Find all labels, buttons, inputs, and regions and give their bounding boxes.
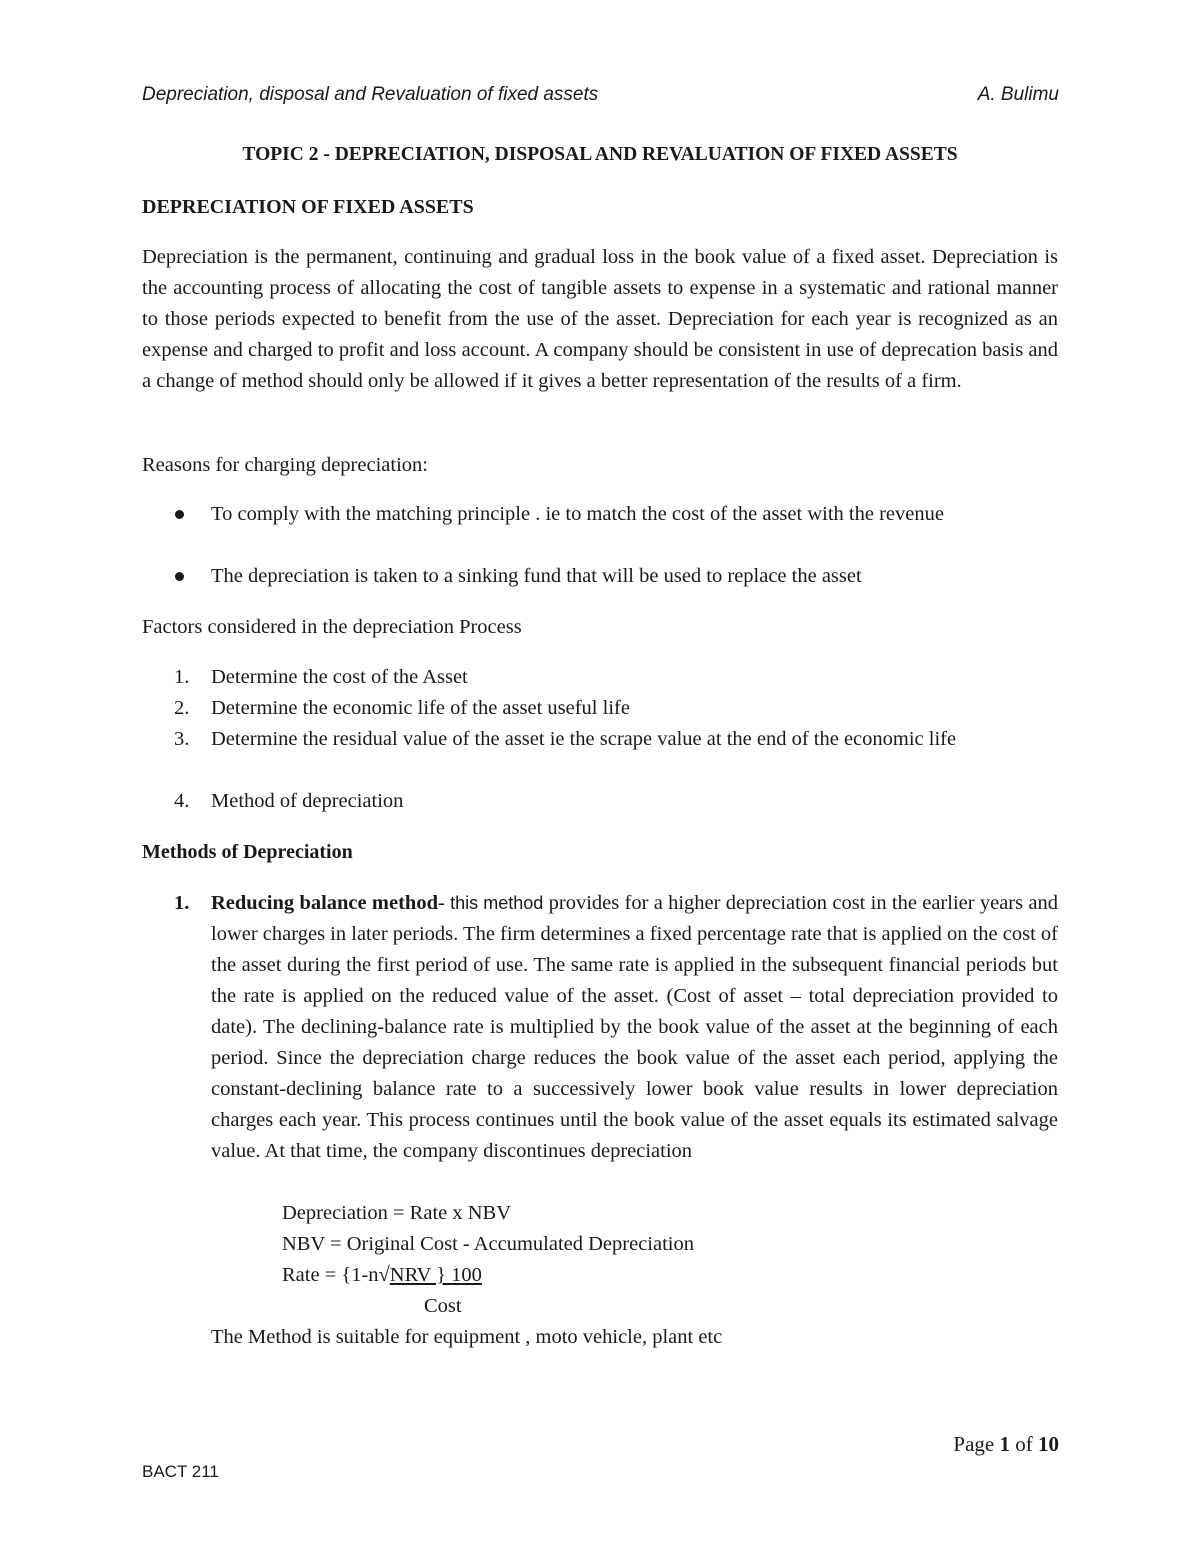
- section-heading-depreciation: DEPRECIATION OF FIXED ASSETS: [142, 196, 474, 218]
- method-description: provides for a higher depreciation cost in the earlier years and lower charges in later periods. The firm determines a fixed percentage rate that is applied on the cost of the asset during the first period of use. The same rate is applied in the subsequent financial periods but the rate is applied on the reduced value of the asset. (Cost of asset – total depreciation provided to date). The declining-balance rate is multiplied by the book value of the asset at the beginning of each period. Since the depreciation charge reduces the book value of the asset each period, applying the constant-declining balance rate to a successively lower book value results in lower depreciation charges each year. This process continues until the book value of the asset equals its estimated salvage value. At that time, the company discontinues depreciation: [211, 892, 1058, 1162]
- method-name: Reducing balance method: [211, 892, 438, 914]
- course-code: BACT 211: [142, 1462, 219, 1481]
- page-number: [953, 1432, 1059, 1457]
- method-lead: this method: [450, 893, 544, 913]
- method-number: 1.: [174, 892, 190, 914]
- list-item: To comply with the matching principle . ie to match the cost of the asset with the revenue: [211, 503, 944, 525]
- list-number: 4.: [174, 790, 190, 812]
- formula-nbv: NBV = Original Cost - Accumulated Depreciation: [282, 1233, 694, 1255]
- list-item: The depreciation is taken to a sinking fund that will be used to replace the asset: [211, 565, 862, 587]
- bullet-icon: [175, 510, 184, 519]
- running-header-author: A. Bulimu: [977, 84, 1059, 105]
- reasons-intro: Reasons for charging depreciation:: [142, 454, 428, 476]
- list-number: 1.: [174, 666, 190, 688]
- list-item: Method of depreciation: [211, 790, 404, 812]
- list-item: Determine the economic life of the asset useful life: [211, 697, 630, 719]
- page-of: of: [1010, 1432, 1038, 1456]
- depreciation-definition-paragraph: Depreciation is the permanent, continuing and gradual loss in the book value of a fixed asset. Depreciation is the accounting process of allocating the cost of tangible assets to expense in a systematic and rational manner to those periods expected to benefit from the use of the asset. Depreciation for each year is recognized as an expense and charged to profit and loss account. A company should be consistent in use of deprecation basis and a change of method should only be allowed if it gives a better representation of the results of a firm.: [142, 246, 1058, 392]
- page-title: TOPIC 2 - DEPRECIATION, DISPOSAL AND REVALUATION OF FIXED ASSETS: [242, 144, 958, 165]
- page-label: Page: [953, 1432, 1000, 1456]
- formula-rate-prefix: Rate = {1-n√: [282, 1264, 390, 1286]
- list-item: Determine the residual value of the asset ie the scrape value at the end of the economic life: [211, 728, 957, 750]
- section-heading-methods: Methods of Depreciation: [142, 841, 353, 863]
- factors-intro: Factors considered in the depreciation Process: [142, 616, 522, 638]
- bullet-icon: [175, 572, 184, 581]
- formula-depreciation: Depreciation = Rate x NBV: [282, 1202, 512, 1224]
- formula-rate-denominator: Cost: [424, 1295, 462, 1317]
- formula-rate: [282, 1260, 482, 1291]
- running-header-title: Depreciation, disposal and Revaluation of fixed assets: [142, 84, 599, 105]
- list-number: 3.: [174, 728, 190, 750]
- page-total: 10: [1038, 1432, 1059, 1456]
- page-current: 1: [999, 1432, 1010, 1456]
- method-dash: -: [437, 892, 451, 914]
- reducing-balance-paragraph: [211, 888, 1058, 1167]
- list-item: Determine the cost of the Asset: [211, 666, 468, 688]
- method-suitability: The Method is suitable for equipment , moto vehicle, plant etc: [211, 1326, 723, 1348]
- list-number: 2.: [174, 697, 190, 719]
- formula-rate-numerator: NRV } 100: [389, 1264, 482, 1286]
